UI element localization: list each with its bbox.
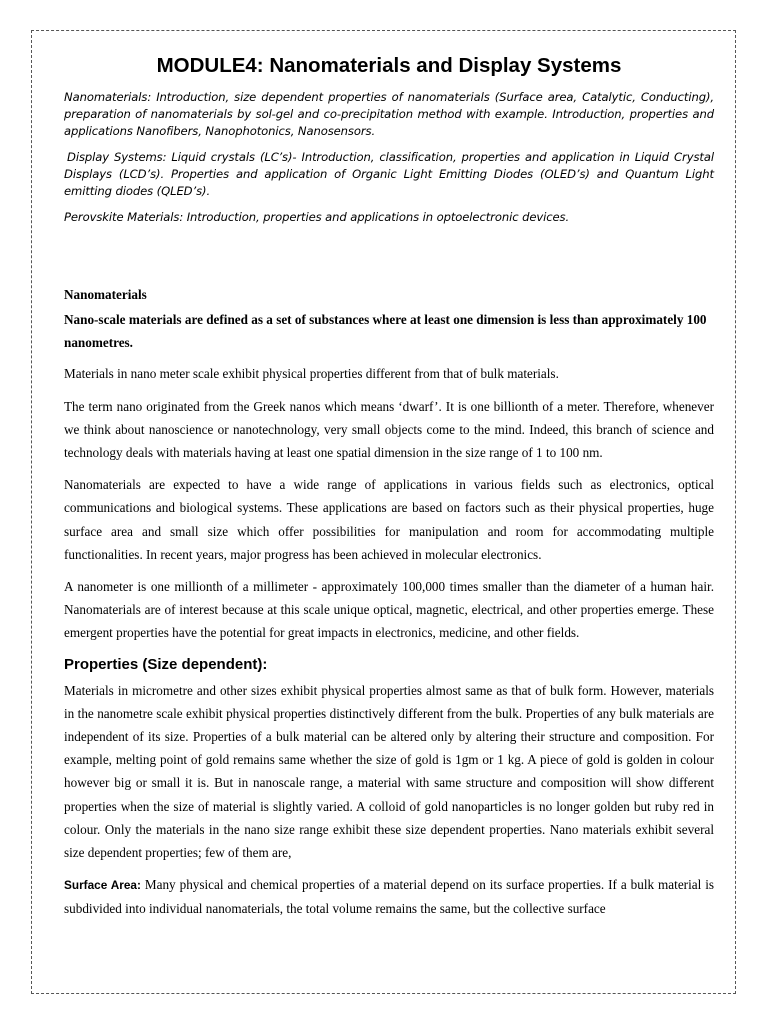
- section-heading-properties: Properties (Size dependent):: [64, 655, 268, 673]
- paragraph-nano-scale: Materials in nano meter scale exhibit physical properties different from that of bulk materials.: [64, 366, 559, 382]
- vertical-spacer: [64, 235, 714, 285]
- paragraph-term-nano: The term nano originated from the Greek nanos which means ‘dwarf’. It is one billionth of a meter. Therefore, whenever we think about nanoscience or nanotechnology, very small objects come to the mind. Indeed, this branch of science and technology deals with materials having at least one spatial dimension in the size range of 1 to 100 nm.: [64, 398, 714, 461]
- paragraph-nanometer: A nanometer is one millionth of a millimeter - approximately 100,000 times smaller than the diameter of a human hair. Nanomaterials are of interest because at this scale unique optical, magnetic, electrical, and other properties emerge. These emergent properties have the potential for great impacts in electronics, medicine, and other fields.: [64, 579, 714, 641]
- paragraph-surface-area: [64, 873, 714, 920]
- document-content: [64, 52, 714, 930]
- paragraph-applications: Nanomaterials are expected to have a wide range of applications in various fields such as electronics, optical communications and biological systems. These applications are based on factors such as their physical properties, huge surface area and small size which offer possibilities for manipulation and room for accommodating multiple functionalities. In recent years, major progress has been achieved in molecular electronics.: [64, 477, 714, 562]
- syllabus-nanomaterials: Nanomaterials: Introduction, size dependent properties of nanomaterials (Surface area, Catalytic, Conducting), preparation of nanomaterials by sol-gel and co-precipitation method with example. Introduction, properties and applications Nanofibers, Nanophotonics, Nanosensors.: [64, 90, 714, 138]
- section-heading-nanomaterials: Nanomaterials: [64, 287, 147, 302]
- syllabus-perovskite: Perovskite Materials: Introduction, properties and applications in optoelectronic devices.: [64, 210, 570, 224]
- paragraph-properties: Materials in micrometre and other sizes exhibit physical properties almost same as that of bulk form. However, materials in the nanometre scale exhibit physical properties distinctively different from the bulk. Properties of any bulk materials are independent of its size. Properties of a bulk material can be altered only by altering their structure and composition. For example, melting point of gold remains same whether the size of gold is 1gm or 1 kg. A piece of gold is golden in colour however big or small it is. But in nanoscale range, a material with same structure and composition will show different properties when the size of material is slightly varied. A colloid of gold nanoparticles is no longer golden but ruby red in colour. Only the materials in the nano size range exhibit these size dependent properties. Nano materials exhibit several size dependent properties; few of them are,: [64, 682, 714, 861]
- surface-area-text: Many physical and chemical properties of a material depend on its surface properties. If a bulk material is subdivided into individual nanomaterials, the total volume remains the same, but the collective surface: [64, 877, 714, 917]
- surface-area-label: Surface Area:: [64, 878, 141, 893]
- nanomaterials-definition: Nano-scale materials are defined as a set of substances where at least one dimension is less than approximately 100 nanometres.: [64, 312, 707, 351]
- syllabus-display-systems: Display Systems: Liquid crystals (LC’s)- Introduction, classification, properties and application in Liquid Crystal Displays (LCD’s). Properties and application of Organic Light Emitting Diodes (OLED’s) and Quantum Light emitting diodes (QLED’s).: [64, 150, 714, 198]
- page-title: MODULE4: Nanomaterials and Display Systems: [156, 54, 622, 77]
